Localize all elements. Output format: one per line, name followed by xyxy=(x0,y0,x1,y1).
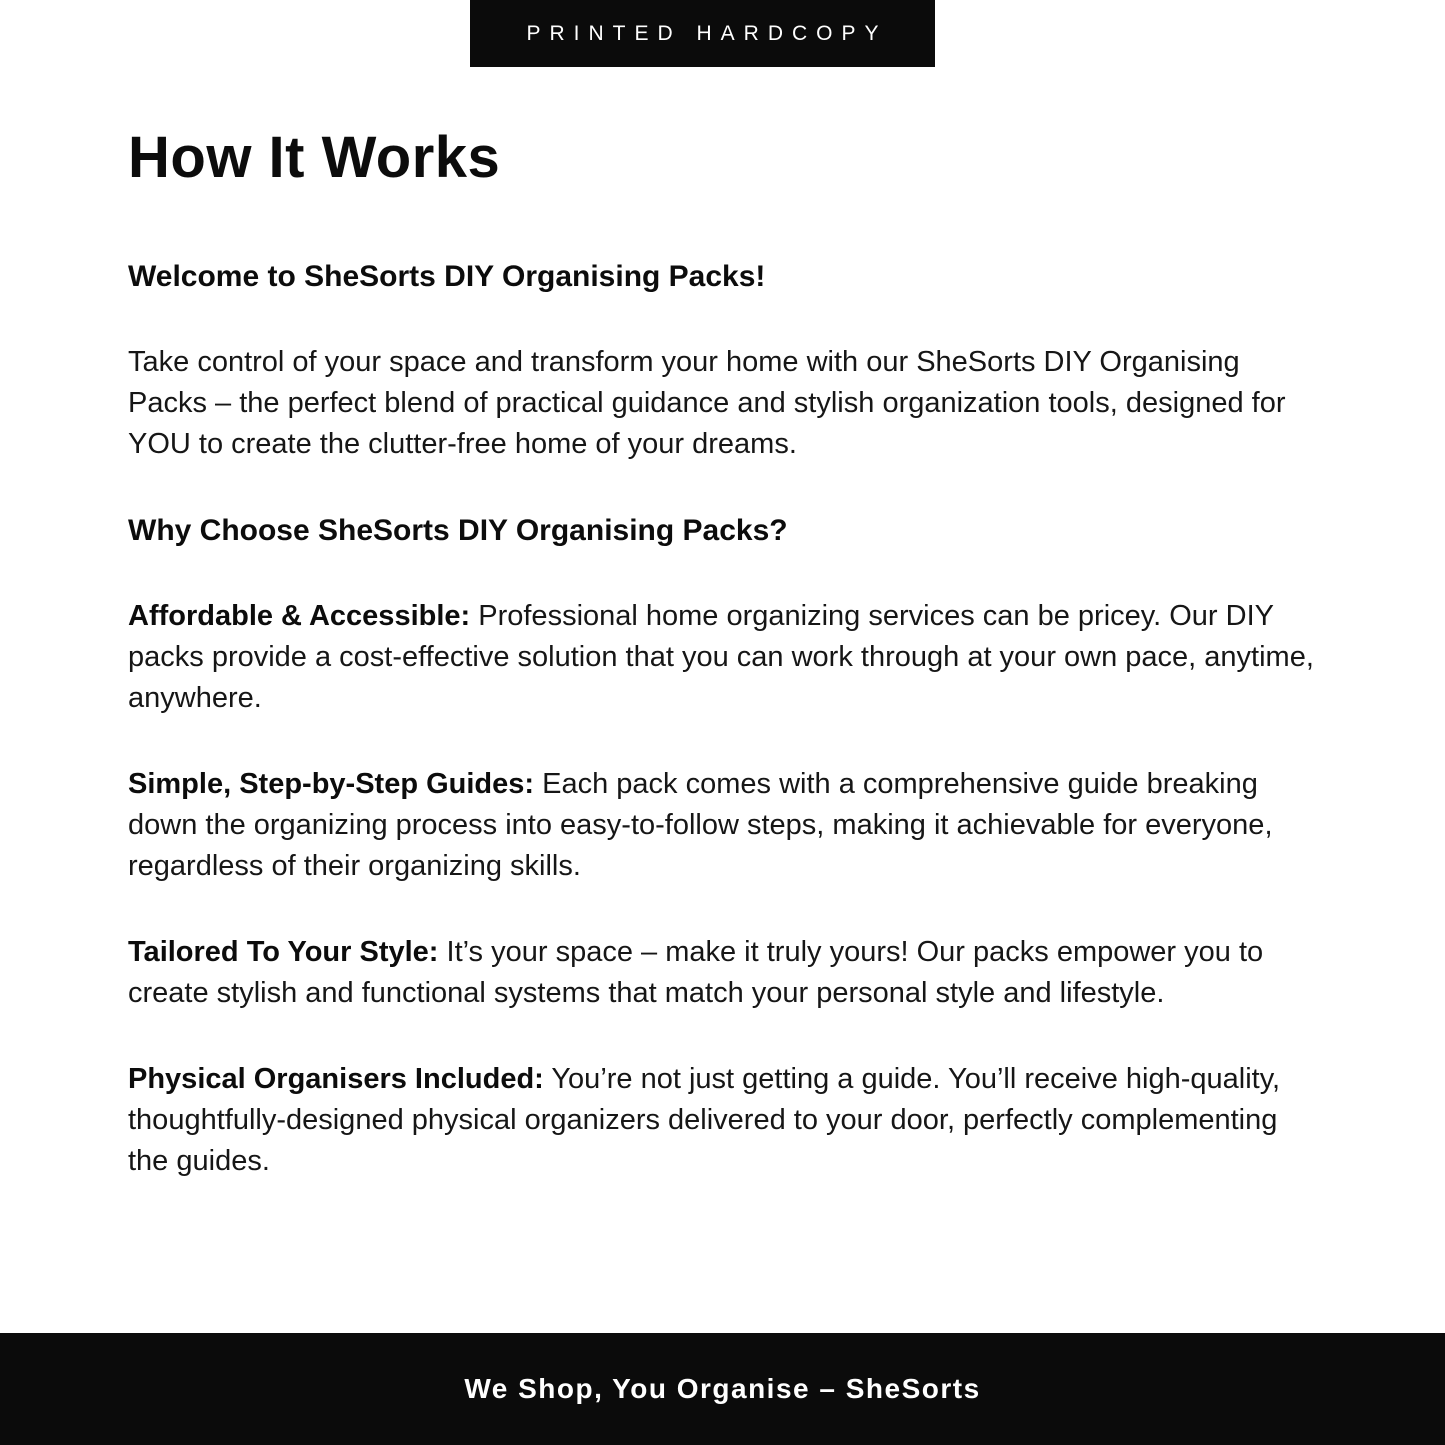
page-title: How It Works xyxy=(128,125,501,190)
paragraph-affordable-lead: Affordable & Accessible: xyxy=(128,599,471,632)
paragraph-tailored-lead: Tailored To Your Style: xyxy=(128,935,439,968)
paragraph-physical-organisers-lead: Physical Organisers Included: xyxy=(128,1062,544,1095)
paragraph-physical-organisers-text: You’re not just getting a guide. You’ll receive high-quality, thoughtfully-designed physical organizers delivered to your door, perfectly complementing the guides. xyxy=(128,1062,1281,1177)
paragraph-affordable xyxy=(128,596,1325,719)
subhead-why-choose: Why Choose SheSorts DIY Organising Packs? xyxy=(128,513,788,547)
footer-bar xyxy=(0,1333,1445,1445)
paragraph-physical-organisers xyxy=(128,1059,1325,1182)
paragraph-affordable-text: Professional home organizing services can be pricey. Our DIY packs provide a cost-effective solution that you can work through at your own pace, anytime, anywhere. xyxy=(128,599,1314,714)
paragraph-tailored-text: It’s your space – make it truly yours! Our packs empower you to create stylish and functional systems that match your personal style and lifestyle. xyxy=(128,935,1264,1009)
paragraph-step-by-step xyxy=(128,764,1325,887)
paragraph-step-by-step-text: Each pack comes with a comprehensive guide breaking down the organizing process into easy-to-follow steps, making it achievable for everyone, regardless of their organizing skills. xyxy=(128,767,1273,882)
paragraph-tailored xyxy=(128,932,1325,1014)
page-content xyxy=(128,0,1325,1182)
footer-tagline: We Shop, You Organise – SheSorts xyxy=(464,1373,981,1404)
paragraph-intro: Take control of your space and transform your home with our SheSorts DIY Organising Packs – the perfect blend of practical guidance and stylish organization tools, designed for YOU to create the clutter-free home of your dreams. xyxy=(128,345,1286,460)
paragraph-step-by-step-lead: Simple, Step-by-Step Guides: xyxy=(128,767,535,800)
subhead-welcome: Welcome to SheSorts DIY Organising Packs! xyxy=(128,259,766,293)
badge-label: PRINTED HARDCOPY xyxy=(526,21,888,45)
